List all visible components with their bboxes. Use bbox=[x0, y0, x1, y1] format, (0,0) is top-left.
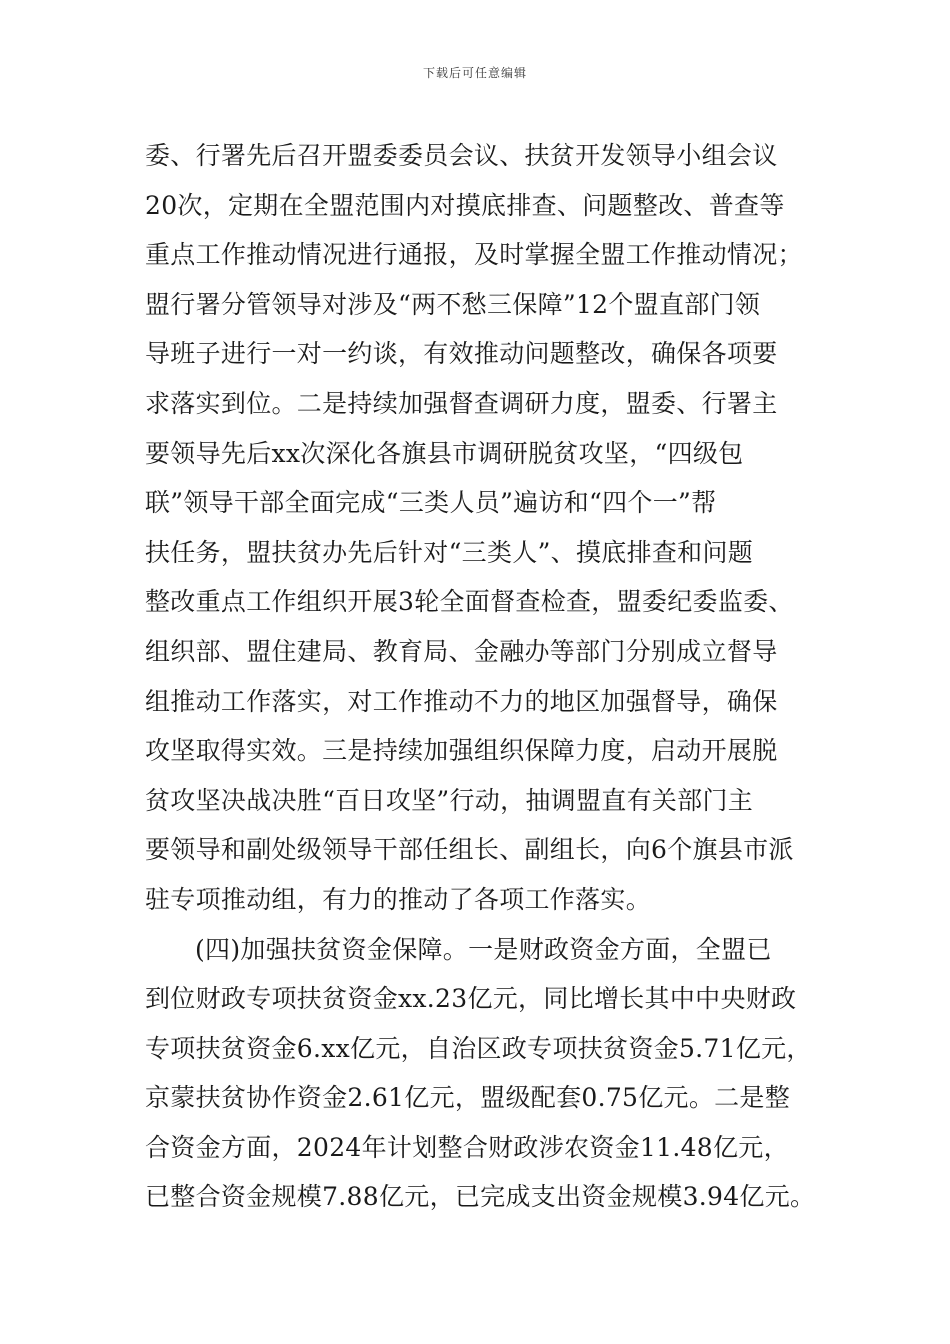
text-line: 导班子进行一对一约谈，有效推动问题整改，确保各项要 bbox=[145, 339, 778, 369]
body-text bbox=[145, 131, 835, 1222]
text-line: 组织部、盟住建局、教育局、金融办等部门分别成立督导 bbox=[145, 636, 778, 666]
text-line: 合资金方面，2024年计划整合财政涉农资金11.48亿元， bbox=[145, 1132, 789, 1162]
text-line: 重点工作推动情况进行通报，及时掌握全盟工作推动情况； bbox=[145, 240, 803, 270]
text-line: 整改重点工作组织开展3轮全面督查检查，盟委纪委监委、 bbox=[145, 587, 794, 617]
text-line: 京蒙扶贫协作资金2.61亿元，盟级配套0.75亿元。二是整 bbox=[145, 1083, 791, 1113]
text-line: 到位财政专项扶贫资金xx.23亿元，同比增长其中中央财政 bbox=[145, 984, 797, 1014]
text-line: 驻专项推动组，有力的推动了各项工作落实。 bbox=[145, 884, 652, 914]
section-heading-line: (四)加强扶贫资金保障。一是财政资金方面，全盟已 bbox=[195, 934, 772, 964]
text-line: 盟行署分管领导对涉及“两不愁三保障”12个盟直部门领 bbox=[145, 289, 761, 319]
text-line: 20次，定期在全盟范围内对摸底排查、问题整改、普查等 bbox=[145, 190, 785, 220]
text-line: 要领导先后xx次深化各旗县市调研脱贫攻坚，“四级包 bbox=[145, 438, 744, 468]
text-line: 扶任务，盟扶贫办先后针对“三类人”、摸底排查和问题 bbox=[145, 537, 754, 567]
text-line: 联”领导干部全面完成“三类人员”遍访和“四个一”帮 bbox=[145, 488, 717, 518]
text-line: 求落实到位。二是持续加强督查调研力度，盟委、行署主 bbox=[145, 388, 778, 418]
text-line: 委、行署先后召开盟委委员会议、扶贫开发领导小组会议 bbox=[145, 141, 778, 170]
page-header: 下载后可任意编辑 bbox=[422, 66, 527, 80]
text-line: 专项扶贫资金6.xx亿元，自治区政专项扶贫资金5.71亿元， bbox=[145, 1033, 812, 1063]
text-line: 攻坚取得实效。三是持续加强组织保障力度，启动开展脱 bbox=[145, 736, 778, 766]
text-line: 贫攻坚决战决胜“百日攻坚”行动，抽调盟直有关部门主 bbox=[145, 785, 754, 815]
text-line: 组推动工作落实，对工作推动不力的地区加强督导，确保 bbox=[145, 686, 778, 716]
text-line: 已整合资金规模7.88亿元，已完成支出资金规模3.94亿元。 bbox=[145, 1182, 816, 1212]
text-line: 要领导和副处级领导干部任组长、副组长，向6个旗县市派 bbox=[145, 835, 794, 865]
